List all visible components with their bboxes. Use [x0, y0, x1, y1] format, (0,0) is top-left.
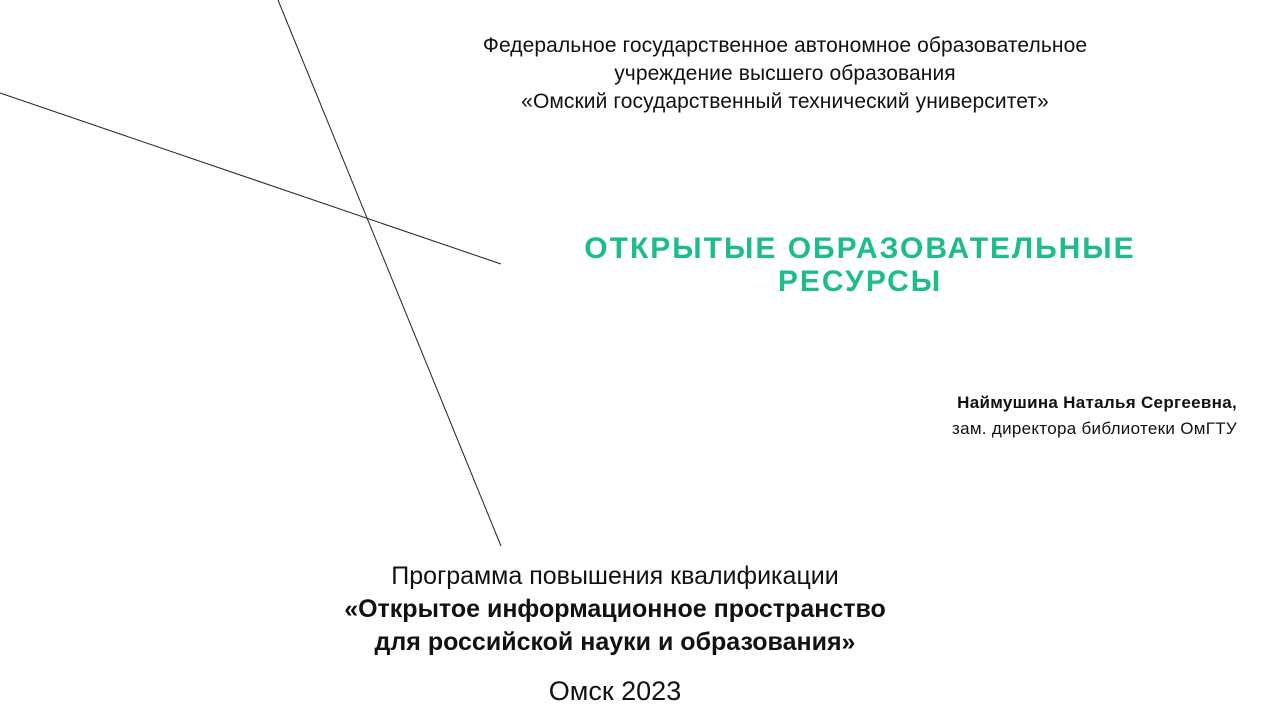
title-line-2: РЕСУРСЫ [777, 265, 943, 298]
program-line-3: для российской науки и образования» [374, 628, 856, 656]
program-block [265, 560, 965, 659]
title-line-1: ОТКРЫТЫЕ ОБРАЗОВАТЕЛЬНЫЕ [584, 232, 1136, 265]
program-line-1: Программа повышения квалификации [391, 562, 839, 590]
institution-line-1: Федеральное государственное автономное образовательное [482, 34, 1088, 57]
author-name: Наймушина Наталья Сергеевна, [957, 393, 1237, 412]
city-year: Омск 2023 [548, 676, 682, 706]
slide-title [520, 232, 1200, 298]
program-line-2: «Открытое информационное пространство [344, 595, 886, 623]
institution-line-2: учреждение высшего образования [614, 62, 956, 85]
author-block [737, 390, 1237, 442]
institution-header [385, 32, 1185, 116]
author-position: зам. директора библиотеки ОмГТУ [951, 419, 1237, 438]
diagonal-line-shallow [0, 93, 501, 264]
institution-line-3: «Омский государственный технический университет» [521, 90, 1049, 113]
